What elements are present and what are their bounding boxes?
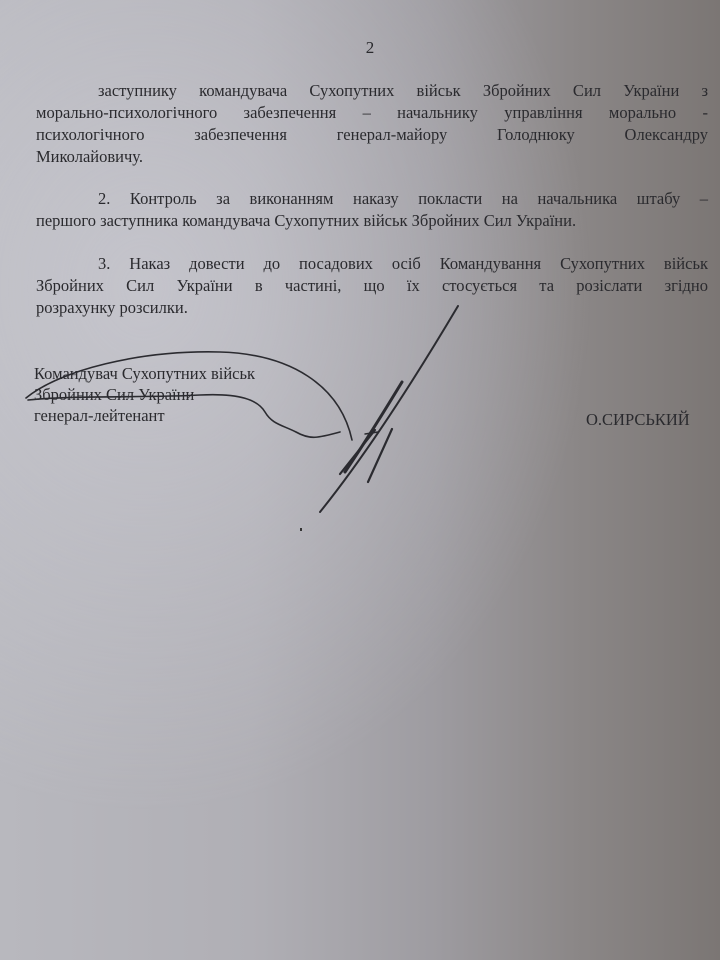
paragraph-3-distribution bbox=[36, 253, 708, 319]
text-line: першого заступника командувача Сухопутних військ Збройних Сил України. bbox=[36, 211, 577, 230]
text-line: психологічного забезпечення генерал-майору Голоднюку Олександру bbox=[36, 125, 708, 144]
signatory-title-block bbox=[34, 363, 255, 426]
text-line: розрахунку розсилки. bbox=[36, 298, 188, 317]
page-number: 2 bbox=[365, 38, 375, 57]
signatory-rank: генерал-лейтенант bbox=[34, 406, 165, 425]
text-line: заступнику командувача Сухопутних військ Збройних Сил України з bbox=[98, 81, 708, 100]
paragraph-2-control bbox=[36, 188, 708, 232]
text-line: морально-психологічного забезпечення – начальнику управління морально - bbox=[36, 103, 708, 122]
signatory-organization: Збройних Сил України bbox=[34, 385, 195, 404]
text-line: Миколайовичу. bbox=[36, 147, 143, 166]
signatory-position: Командувач Сухопутних військ bbox=[34, 364, 256, 383]
paper-speck bbox=[300, 528, 302, 531]
paragraph-1-continuation bbox=[36, 80, 708, 168]
text-line: 2. Контроль за виконанням наказу покласти на начальника штабу – bbox=[98, 189, 708, 208]
text-line: Збройних Сил України в частині, що їх стосується та розіслати згідно bbox=[36, 276, 708, 295]
text-line: 3. Наказ довести до посадових осіб Командування Сухопутних військ bbox=[98, 254, 708, 273]
signatory-name: О.СИРСЬКИЙ bbox=[586, 410, 690, 429]
